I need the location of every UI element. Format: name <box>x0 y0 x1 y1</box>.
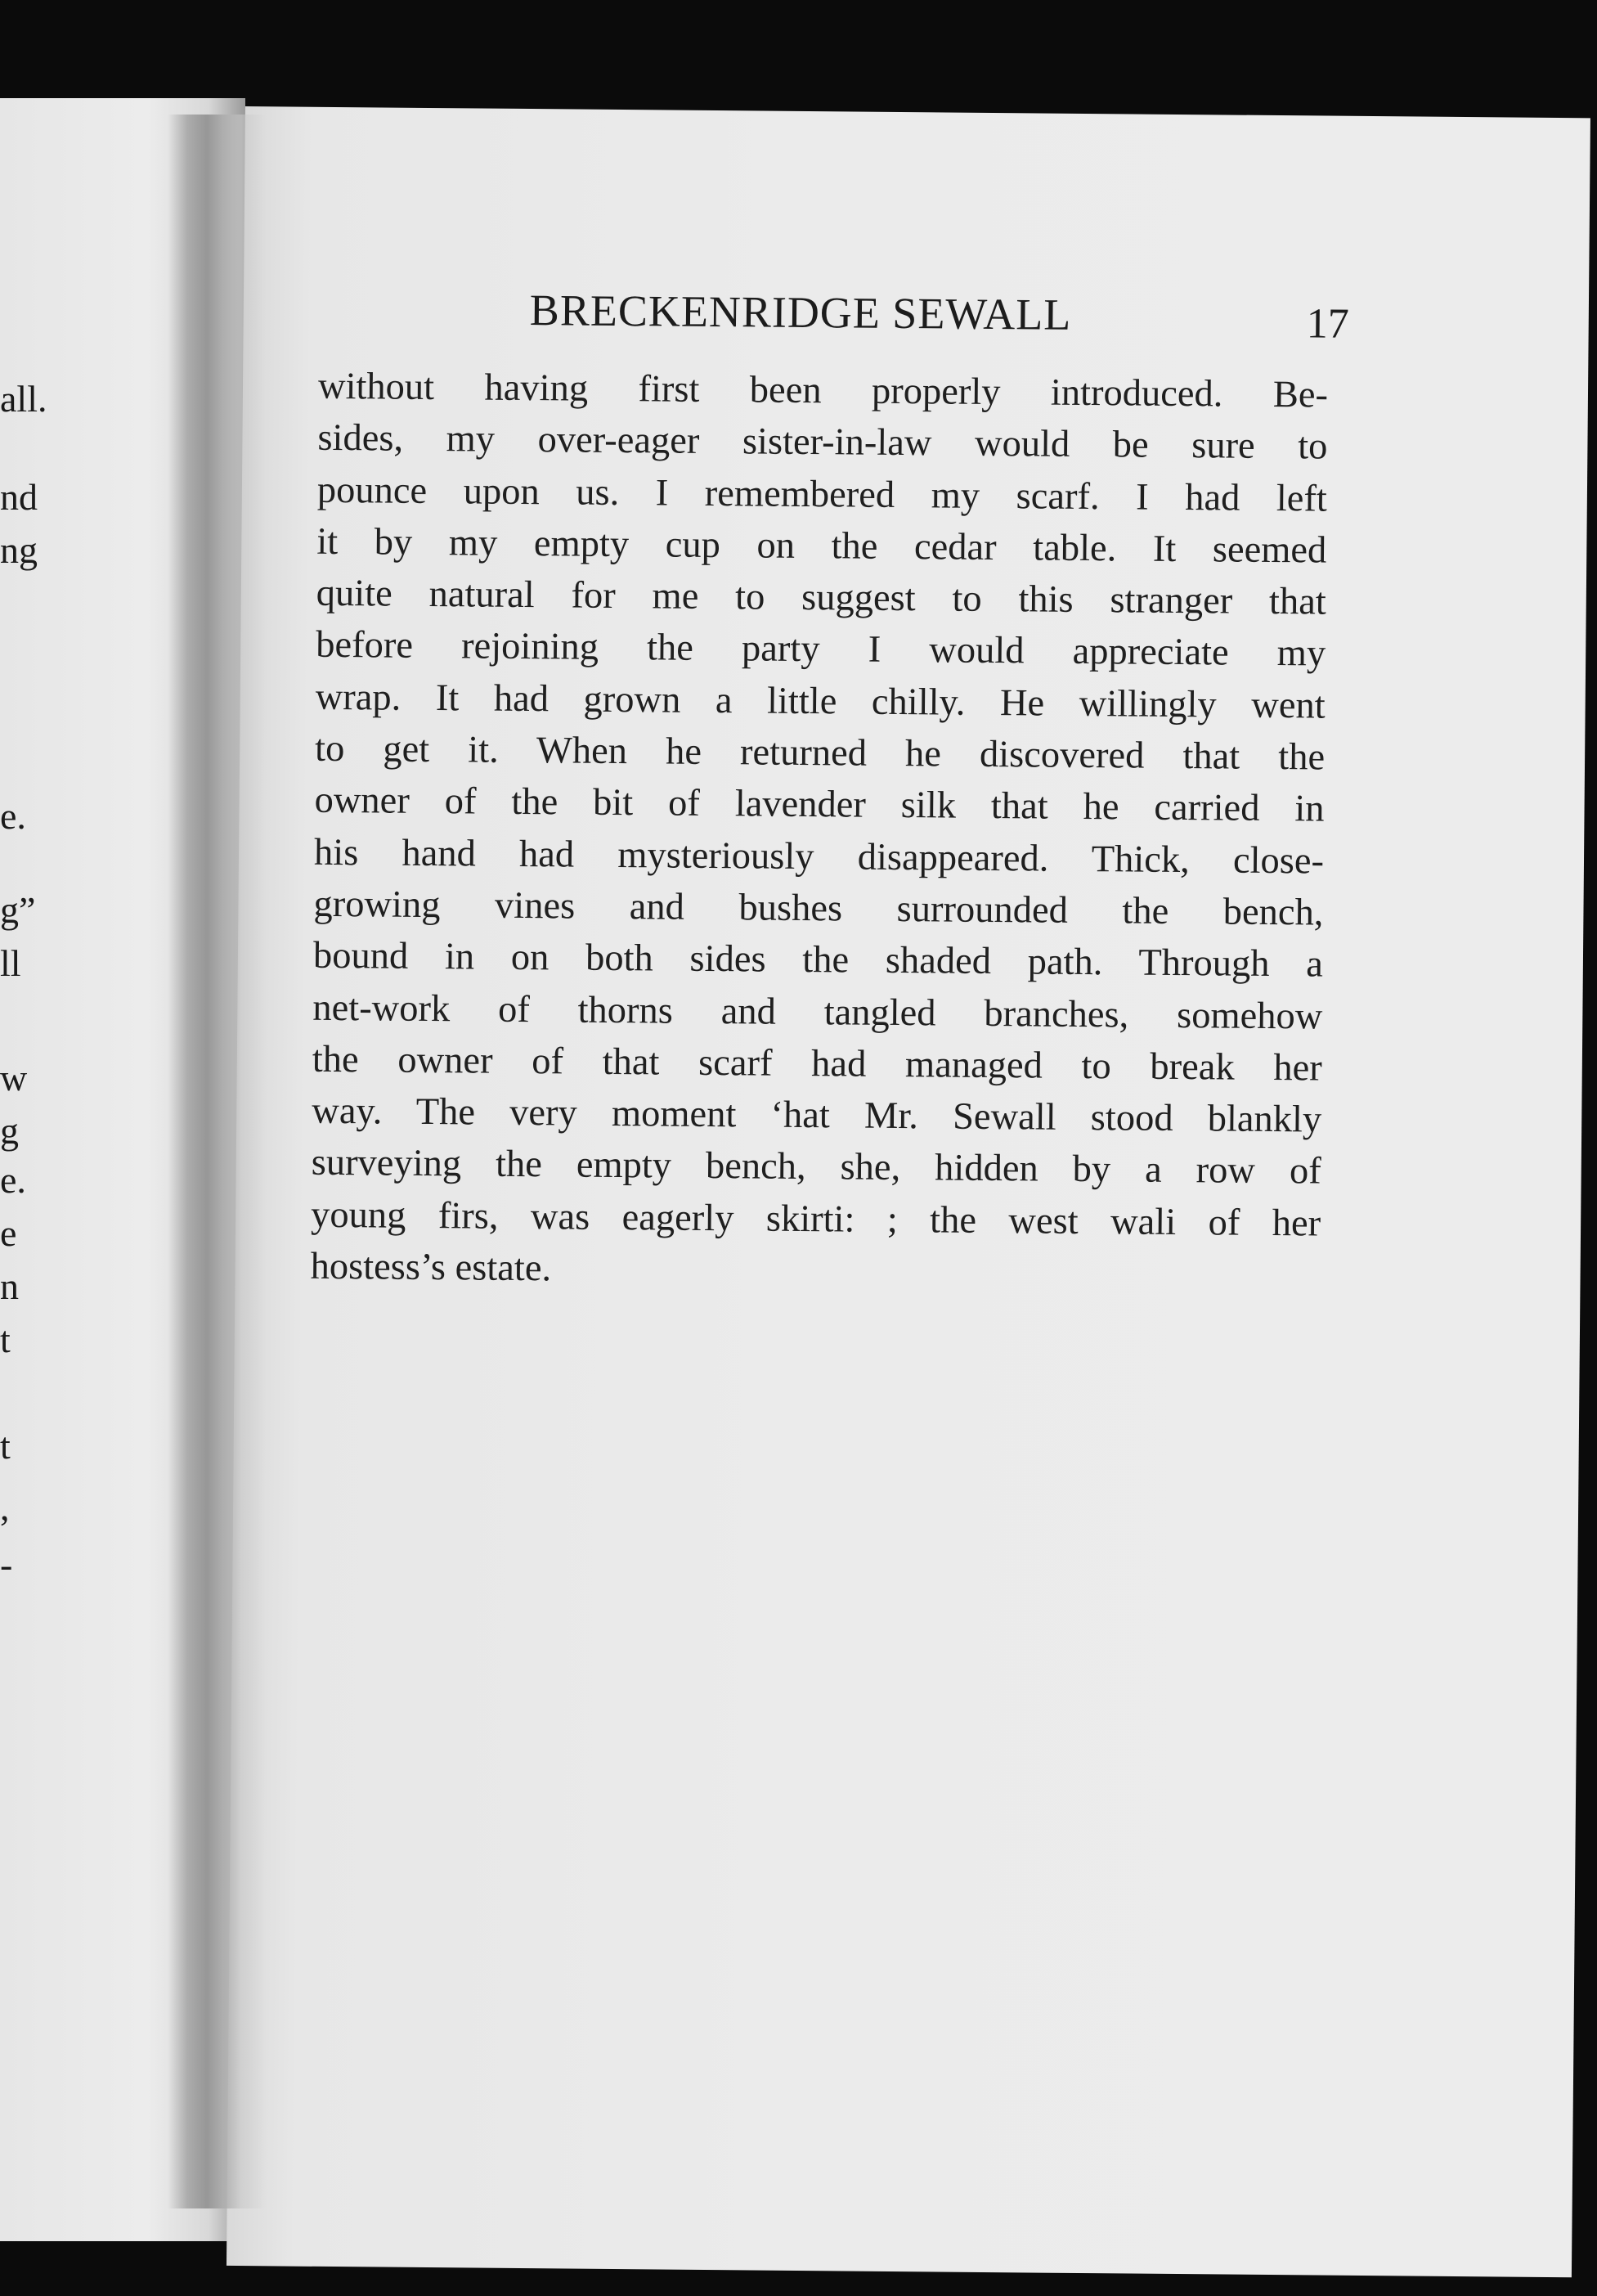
text-line: net-work of thorns and tangled branches, somehow <box>312 986 1323 1038</box>
text-line: quite natural for me to suggest to this stranger that <box>316 572 1326 623</box>
left-fragment: n <box>0 1265 19 1307</box>
left-fragment: nd <box>0 476 38 518</box>
text-line: young firs, was eagerly skirti: ; the west wali of her <box>310 1193 1321 1245</box>
text-line: without having first been properly introduced. Be- <box>317 365 1329 416</box>
left-fragment: t <box>0 1319 11 1360</box>
text-line: hostess’s estate. <box>310 1245 552 1290</box>
left-fragment: e <box>0 1212 17 1254</box>
left-fragment: all. <box>0 378 47 420</box>
text-line: growing vines and bushes surrounded the bench, <box>313 883 1324 934</box>
text-line: wrap. It had grown a little chilly. He willingly went <box>315 676 1326 727</box>
book-gutter-shadow <box>168 115 266 2208</box>
text-line: bound in on both sides the shaded path. Through a <box>312 935 1324 986</box>
left-fragment: w <box>0 1057 28 1099</box>
left-fragment: t <box>0 1425 11 1467</box>
left-fragment: e. <box>0 795 26 837</box>
left-fragment: g” <box>0 889 36 931</box>
text-line: pounce upon us. I remembered my scarf. I had left <box>316 469 1328 520</box>
text-line: owner of the bit of lavender silk that he carried in <box>314 780 1325 830</box>
left-fragment: e. <box>0 1159 26 1201</box>
text-line: the owner of that scarf had managed to break her <box>312 1038 1323 1090</box>
text-line: way. The very moment ‘hat Mr. Sewall stood blankly <box>312 1090 1322 1141</box>
text-line: sides, my over-eager sister-in-law would be sure to <box>317 417 1328 468</box>
page-number: 17 <box>1306 300 1349 348</box>
text-line: before rejoining the party I would appreciate my <box>316 624 1326 676</box>
left-fragment: ng <box>0 529 38 571</box>
text-line: surveying the empty bench, she, hidden by a row of <box>311 1142 1321 1193</box>
body-text <box>310 361 1328 1301</box>
right-page <box>227 106 1590 2277</box>
text-line: it by my empty cup on the cedar table. It seemed <box>316 520 1327 572</box>
left-fragment: - <box>0 1543 13 1585</box>
left-fragment: g <box>0 1110 19 1152</box>
text-line: his hand had mysteriously disappeared. Thick, close- <box>313 831 1325 883</box>
left-fragment: ll <box>0 942 21 984</box>
left-fragment: , <box>0 1486 10 1528</box>
text-line: to get it. When he returned he discovered that the <box>314 727 1326 779</box>
running-head: BRECKENRIDGE SEWALL <box>529 285 1072 339</box>
